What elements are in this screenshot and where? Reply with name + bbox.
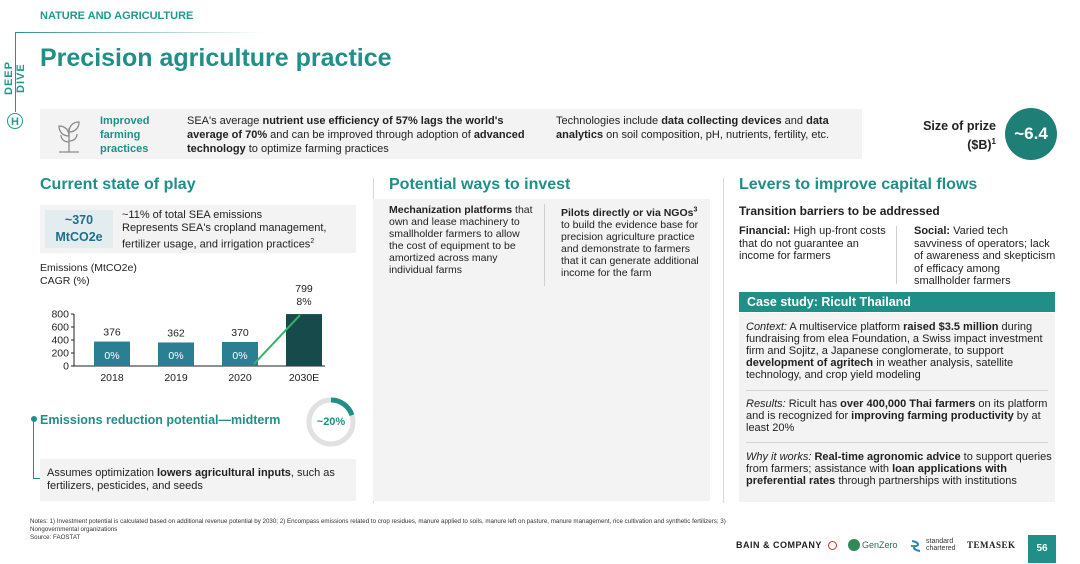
page-title: Precision agriculture practice [40,44,392,72]
bar-value-label: 370 [231,326,249,339]
logo-genzero: GenZero [862,540,898,550]
logo-standard-chartered: standard chartered [926,538,956,552]
standard-chartered-mark-icon [910,539,922,551]
chart-legend: Emissions (MtCO2e) CAGR (%) [40,262,137,287]
case-study-header: Case study: Ricult Thailand [739,292,1055,312]
y-tick-label: 600 [51,321,69,334]
case-separator [746,442,1048,443]
cagr-label: 8% [296,296,312,308]
assumption-text: Assumes optimization lowers agricultural inputs, such as fertilizers, pesticides, and seeds [47,467,335,492]
banner-technology-text: Technologies include data collecting devices and data analytics on soil composition, pH, nutrients, fertility, etc. [556,115,830,141]
emissions-bar-chart [40,280,360,388]
x-tick-label: 2018 [100,372,124,384]
y-tick-label: 0 [63,360,69,373]
x-tick-label: 2020 [228,372,252,384]
case-separator [746,390,1048,391]
cagr-label: 0% [168,350,184,362]
deep-dive-label: DEEP DIVE [3,61,27,95]
bain-mark-icon [828,541,837,550]
bar-value-label: 799 [295,283,313,295]
genzero-mark-icon [848,539,860,551]
footnotes: Notes: 1) Investment potential is calculated based on additional revenue potential by 2030; 2) Encompass emissions related to crop residues, manure applied to soils, manure left on pasture, manure management, rice cultivation and synthetic fertilizers; 3) Nongovernmental organizations Source: FAOSTAT [30,518,726,541]
y-tick-label: 200 [51,347,69,360]
y-tick-label: 400 [51,334,69,347]
barrier-divider [896,226,897,284]
barrier-social: Social: Varied tech savviness of operators; lack of awareness and skepticism of efficacy among smallholder farmers [914,225,1056,287]
emissions-stat-text: ~11% of total SEA emissions Represents SEA's cropland management, fertilizer usage, and irrigation practices$^2$ [122,209,327,251]
bullet-dot [31,416,37,422]
case-results: Results: Ricult has over 400,000 Thai farmers on its platform and is recognized for improving farming productivity by at least 20% [746,398,1048,434]
logo-bain: BAIN & COMPANY [736,540,822,550]
x-tick-label: 2030E [288,372,320,384]
x-tick-label: 2019 [164,372,188,384]
bar-value-label: 362 [167,327,185,340]
prize-value-circle: ~6.4 [1005,108,1057,160]
cagr-label: 0% [104,350,120,362]
prize-label: Size of prize ($B)$^1$ [923,119,996,153]
bullet-line [33,422,34,478]
y-tick-label: 800 [51,308,69,321]
section-tag: NATURE AND AGRICULTURE [40,10,194,22]
rail-top-line [15,32,265,33]
bar-2030E [286,314,322,366]
barrier-financial: Financial: High up-front costs that do not guarantee an income for farmers [739,225,886,262]
logo-temasek: TEMASEK [967,540,1016,550]
invest-divider [544,204,545,286]
banner-label: Improved farming practices [100,115,150,155]
h-logo-icon: H [7,113,23,129]
invest-pilots: Pilots directly or via NGOs$^3$ to build the evidence base for precision agriculture practice and demonstrate to farmers that it can generate additional income for the farm [561,206,699,279]
barrier-title: Transition barriers to be addressed [739,204,940,218]
current-state-heading: Current state of play [40,176,196,193]
banner-efficiency-text: SEA's average nutrient use efficiency of 57% lags the world's average of 70% and can be improved through adoption of advanced technology to optimize farming practices [187,115,525,155]
reduction-title: Emissions reduction potential—midterm [40,413,281,427]
invest-heading: Potential ways to invest [389,176,571,193]
emissions-stat-value: ~370 MtCO2e [45,210,113,248]
invest-mechanization: Mechanization platforms that own and lease machinery to smallholder farmers to allow the cost of equipment to be amortized across many individual farms [389,204,533,276]
bar-value-label: 376 [103,326,121,339]
cagr-label: 0% [232,350,248,362]
case-how-it-works: Why it works: Real-time agronomic advice to support queries from farmers; assistance with loan applications with preferential rates through partnerships with institutions [746,451,1052,487]
column-divider [723,178,724,503]
reduction-value: ~20% [316,416,346,428]
page-number: 56 [1028,535,1056,563]
levers-heading: Levers to improve capital flows [739,176,978,193]
plant-icon [53,114,85,154]
case-context: Context: A multiservice platform raised $3.5 million during fundraising from elea Foundation, a Swiss impact investment firm and Sojitz, a Japanese conglomerate, to support development of agritech in weather analysis, satellite technology, and crop yield modeling [746,321,1043,381]
